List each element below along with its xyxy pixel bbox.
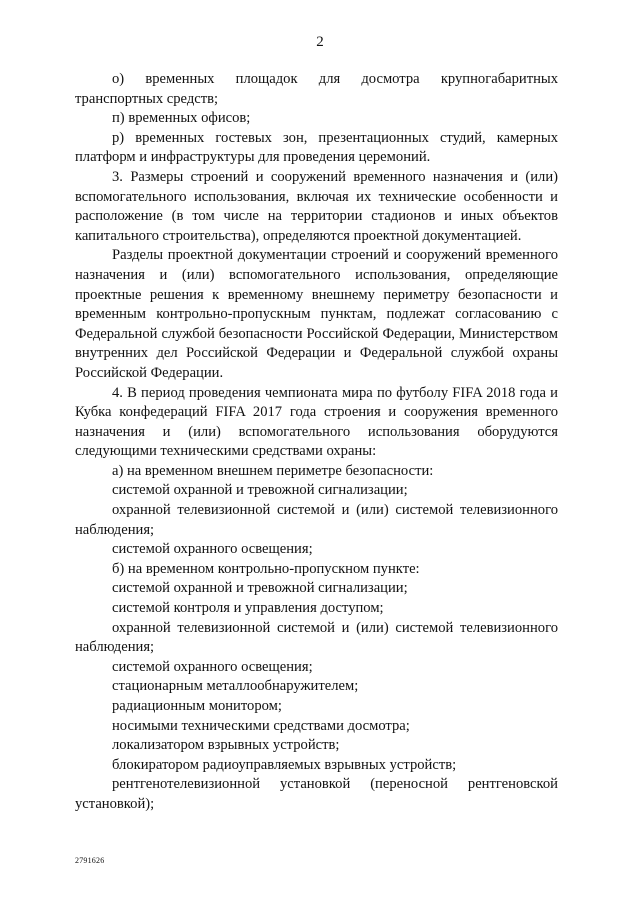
paragraph-3: 3. Размеры строений и сооружений временного назначения и (или) вспомогательного использования, включая их технические особенности и расположение (в том числе на территории стадионов и иных объектов капитального строительства), определяются проектной документацией. [75, 168, 558, 244]
list-item-b: б) на временном контрольно-пропускном пункте: [112, 560, 420, 577]
list-item-a: а) на временном внешнем периметре безопасности: [112, 462, 434, 479]
list-item: системой охранной и тревожной сигнализации; [112, 482, 408, 499]
list-item: стационарным металлообнаружителем; [112, 678, 359, 695]
paragraph-r: р) временных гостевых зон, презентационных студий, камерных платформ и инфраструктуры для проведения церемоний. [75, 129, 558, 166]
list-item: носимыми техническими средствами досмотра; [112, 717, 410, 734]
paragraph-p: п) временных офисов; [112, 110, 251, 127]
list-item: блокиратором радиоуправляемых взрывных устройств; [112, 756, 457, 773]
list-item: системой охранного освещения; [112, 658, 313, 675]
paragraph-o: о) временных площадок для досмотра крупногабаритных транспортных средств; [75, 71, 558, 107]
list-item: системой охранной и тревожной сигнализации; [112, 580, 408, 597]
document-code: 2791626 [75, 856, 105, 865]
page-number: 2 [316, 34, 324, 50]
document-body [75, 70, 558, 815]
list-item: локализатором взрывных устройств; [112, 737, 340, 754]
list-item: радиационным монитором; [112, 698, 282, 714]
list-item: системой охранного освещения; [112, 541, 313, 558]
paragraph-4: 4. В период проведения чемпионата мира по футболу FIFA 2018 года и Кубка конфедераций FIFA 2017 года строения и сооружения временного назначения и (или) вспомогательного использования оборудуются следующими техническими средствами охраны: [75, 384, 558, 460]
paragraph-sections: Разделы проектной документации строений и сооружений временного назначения и (или) вспомогательного использования, определяющие проектные решения к временному внешнему периметру безопасности и временным контрольно-пропускным пунктам, подлежат согласованию с Федеральной службой безопасности Российской Федерации, Министерством внутренних дел Российской Федерации и Федеральной службой охраны Российской Федерации. [75, 247, 558, 381]
list-item: охранной телевизионной системой и (или) системой телевизионного наблюдения; [75, 502, 558, 538]
list-item: системой контроля и управления доступом; [112, 600, 384, 617]
list-item: охранной телевизионной системой и (или) системой телевизионного наблюдения; [75, 619, 558, 656]
list-item: рентгенотелевизионной установкой (переносной рентгеновской установкой); [75, 776, 558, 812]
